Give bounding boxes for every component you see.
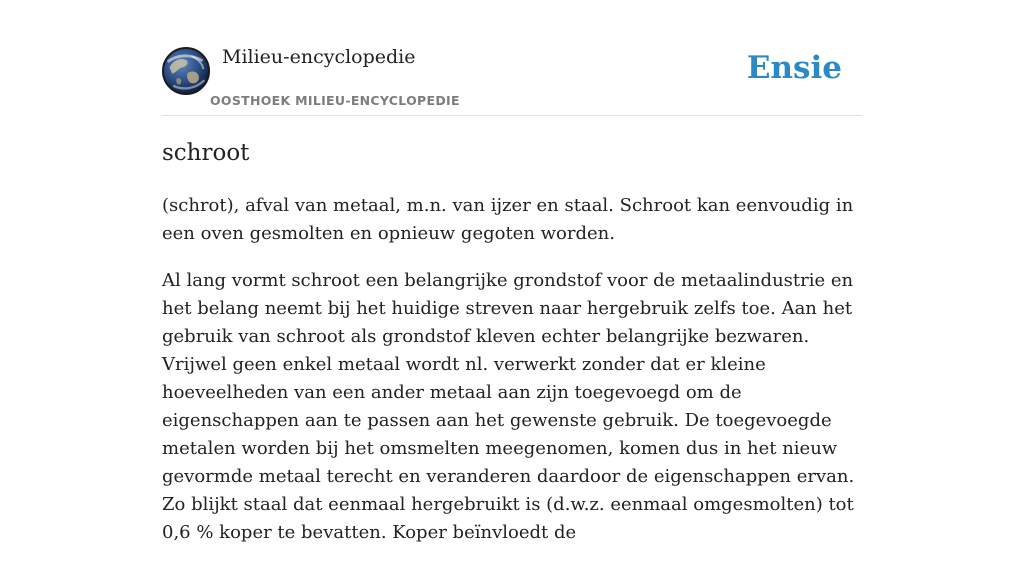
site-header [162,0,862,116]
article-title: schroot [162,140,250,166]
article-paragraph: Al lang vormt schroot een belangrijke grondstof voor de metaalindustrie en het belang neemt bij het huidige streven naar hergebruik zelfs toe. Aan het gebruik van schroot als grondstof kleven echter belangrijke bezwaren. Vrijwel geen enkel metaal wordt nl. verwerkt zonder dat er kleine hoeveelheden van een ander metaal aan zijn toegevoegd om de eigenschappen aan te passen aan het gewenste gebruik. De toegevoegde metalen worden bij het omsmelten meegenomen, komen dus in het nieuw gevormde metaal terecht en veranderen daardoor de eigenschappen ervan. Zo blijkt staal dat eenmaal hergebruikt is (d.w.z. eenmaal omgesmolten) tot 0,6 % koper te bevatten. Koper beïnvloedt de [162,270,855,543]
earth-globe-graphic [164,49,208,93]
article-body [162,192,862,566]
article-paragraph: (schrot), afval van metaal, m.n. van ijzer en staal. Schroot kan eenvoudig in een oven gesmolten en opnieuw gegoten worden. [162,195,854,244]
ensie-brand-link[interactable]: Ensie [746,50,842,86]
earth-globe-icon[interactable] [162,47,210,95]
page [162,0,862,543]
site-subtitle[interactable]: OOSTHOEK MILIEU-ENCYCLOPEDIE [210,93,460,108]
site-name[interactable]: Milieu-encyclopedie [222,46,416,68]
